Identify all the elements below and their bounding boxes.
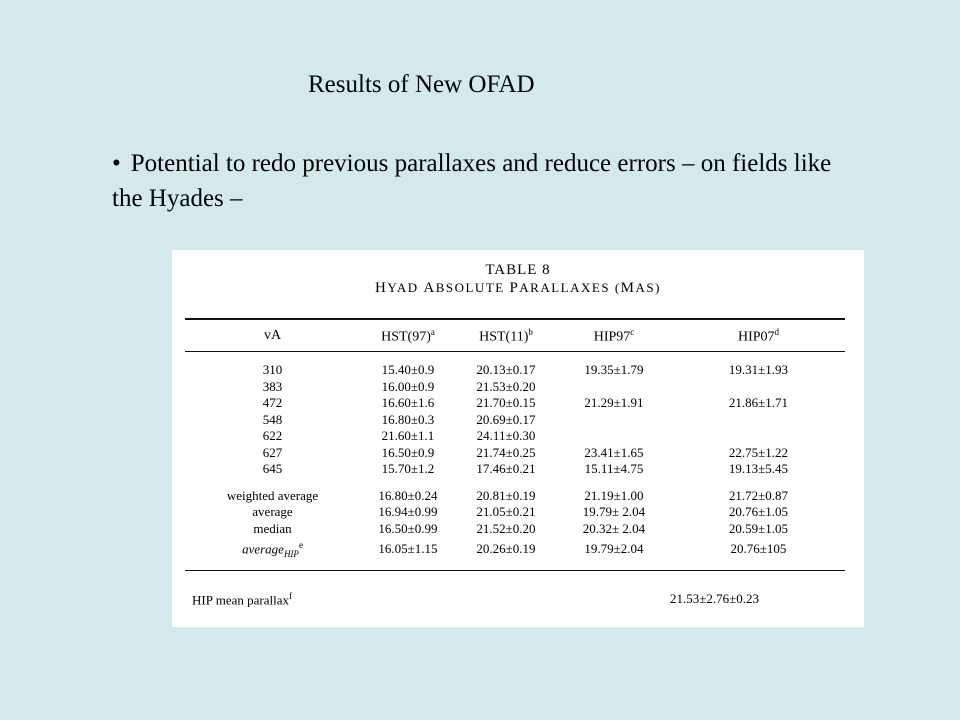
- col-header-hip07: HIP07$^d$: [737, 326, 780, 345]
- bullet-text: Potential to redo previous parallaxes and reduce errors – on fields like the Hyades –: [112, 150, 832, 212]
- table-row: 310 15.40±0.9 20.13±0.17 19.35±1.79 19.31±1.93: [262, 362, 789, 377]
- summary-row-average-hip: average$_{HIP}^e$ 16.05±1.15 20.26±0.19 19.79±2.04 20.76±105: [185, 537, 845, 562]
- bullet-point: [112, 146, 852, 216]
- table-row: 472 16.60±1.6 21.70±0.15 21.29±1.91 21.86±1.71: [262, 395, 789, 410]
- table-header-row: [185, 320, 845, 352]
- table-row: 627 16.50±0.9 21.74±0.25 23.41±1.65 22.75±1.22: [262, 444, 789, 460]
- hip-mean-parallax-value: 21.53±2.76±0.23: [670, 591, 760, 606]
- average-hip-label: average$_{HIP}^e$: [242, 540, 303, 559]
- table-row: 383 16.00±0.9 21.53±0.20: [262, 378, 536, 394]
- summary-row: average 16.94±0.99 21.05±0.21 19.79± 2.04 20.76±1.05: [252, 504, 789, 519]
- table-row: 622 21.60±1.1 24.11±0.30: [262, 428, 536, 443]
- table-subtitle: HYAD ABSOLUTE PARALLAXES (MAS): [375, 280, 661, 296]
- bullet-symbol: •: [112, 150, 121, 177]
- slide-title: Results of New OFAD: [308, 71, 535, 98]
- col-header-hst11: $HST(11)^b$: [479, 326, 533, 345]
- table-row: 548 16.80±0.3 20.69±0.17: [262, 411, 536, 427]
- table-title: TABLE 8: [485, 262, 551, 278]
- parallax-table-image: [172, 250, 864, 627]
- table-footer-rule: [185, 570, 845, 571]
- col-header-hip97: HIP97$^c$: [593, 326, 635, 345]
- table-row: 645 15.70±1.2 17.46±0.21 15.11±4.75 19.13±5.45: [262, 461, 789, 476]
- hip-mean-parallax-label: HIP mean parallax$^f$: [192, 591, 292, 608]
- summary-row: weighted average 16.80±0.24 20.81±0.19 21.19±1.00 21.72±0.87: [226, 487, 789, 503]
- summary-row: median 16.50±0.99 21.52±0.20 20.32± 2.04 20.59±1.05: [253, 520, 789, 536]
- col-header-hst97: $HST(97)^a$: [381, 326, 435, 345]
- col-header-va: vA: [263, 328, 282, 343]
- parallax-table: [185, 320, 845, 562]
